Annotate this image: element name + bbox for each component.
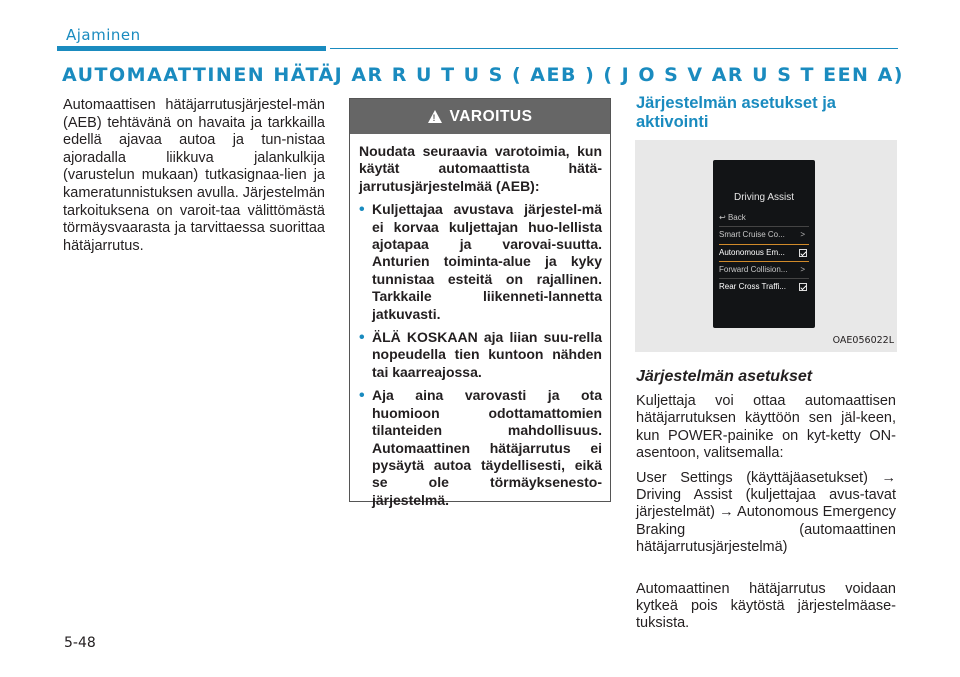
warning-item: • Kuljettajaa avustava järjestel-mä ei korvaa kuljettajan huo-lellista ajotapaa ja varovai-suutta. Anturien toiminta-alue ja kyky tunnistaa esteitä on rajallinen. Tarkkaile liikenneti-lannetta jatkuvasti. [359, 201, 602, 323]
intro-paragraph: Automaattisen hätäjarrutusjärjestel-män (AEB) tehtävänä on havaita ja tarkkailla edellä ajavaa autoa ja tun-nistaa ajoradalla liikkuva jalankulkija (varustelun mukaan) tutkasignaa-lien ja kameratunnistuksen avulla. Järjestelmän tarkoituksena on varoit-taa välittömästä törmäysvaarasta ja tarvittaessa suorittaa hätäjarrutus. [63, 97, 325, 254]
menu-smart-cruise[interactable]: Smart Cruise Co... > [719, 227, 809, 243]
menu-autonomous-emergency[interactable]: Autonomous Em... [719, 245, 809, 261]
figure-code: OAE056022L [832, 335, 894, 346]
settings-text [636, 393, 896, 633]
page-title: AUTOMAATTINEN HÄTÄJ AR R U T U S ( AEB ) ( J O S V AR U S T EEN A) [62, 64, 904, 86]
warning-body [350, 134, 610, 509]
checkbox-icon[interactable] [799, 283, 807, 291]
menu-forward-collision[interactable]: Forward Collision... > [719, 262, 809, 278]
settings-subheading: Järjestelmän asetukset [636, 368, 813, 385]
page-number: 5-48 [64, 635, 96, 651]
display-screen [713, 160, 815, 328]
settings-title: Järjestelmän asetukset ja aktivointi [636, 94, 836, 131]
settings-paragraph: Kuljettaja voi ottaa automaattisen hätäjarrutuksen käyttöön sen jäl-keen, kun POWER-painike on kyt-ketty ON-asentoon, valitsemalla: [636, 393, 896, 462]
figure-driving-assist [635, 140, 897, 352]
menu-back[interactable]: ↩ Back [719, 213, 746, 222]
warning-intro: Noudata seuraavia varotoimia, kun käytät automaattista hätä-jarrutusjärjestelmää (AEB): [359, 143, 602, 194]
warning-label: VAROITUS [449, 107, 533, 125]
settings-disable-paragraph: Automaattinen hätäjarrutus voidaan kytkeä pois käytöstä järjestelmäase-tuksista. [636, 580, 896, 632]
settings-path-paragraph: User Settings (käyttäjäasetukset) → Driving Assist (kuljettajaa avus-tavat järjestelmät) → Autonomous Emergency Braking (automaattinen hätäjarrutusjärjestelmä) [636, 469, 896, 556]
warning-triangle-icon: ! [428, 110, 442, 123]
warning-box [349, 98, 611, 508]
header-rule [330, 48, 898, 49]
section-label: Ajaminen [66, 26, 141, 44]
checkbox-icon[interactable] [799, 249, 807, 257]
screen-title: Driving Assist [733, 192, 794, 203]
warning-list [359, 201, 602, 509]
warning-item: • Aja aina varovasti ja ota huomioon odottamattomien tilanteiden mahdollisuus. Automaattinen hätäjarrutus ei pysäytä autoa täydellisesti, eikä se ole törmäyksenesto-järjestelmä. [359, 387, 602, 509]
chevron-right-icon: > [800, 230, 805, 239]
warning-item: • ÄLÄ KOSKAAN aja liian suu-rella nopeudella tien kuntoon nähden tai kaarreajossa. [359, 329, 602, 381]
warning-header [350, 99, 610, 134]
chevron-right-icon: > [800, 265, 805, 274]
menu-rear-cross-traffic[interactable]: Rear Cross Traffi... [719, 279, 809, 295]
header-bar [57, 46, 326, 51]
